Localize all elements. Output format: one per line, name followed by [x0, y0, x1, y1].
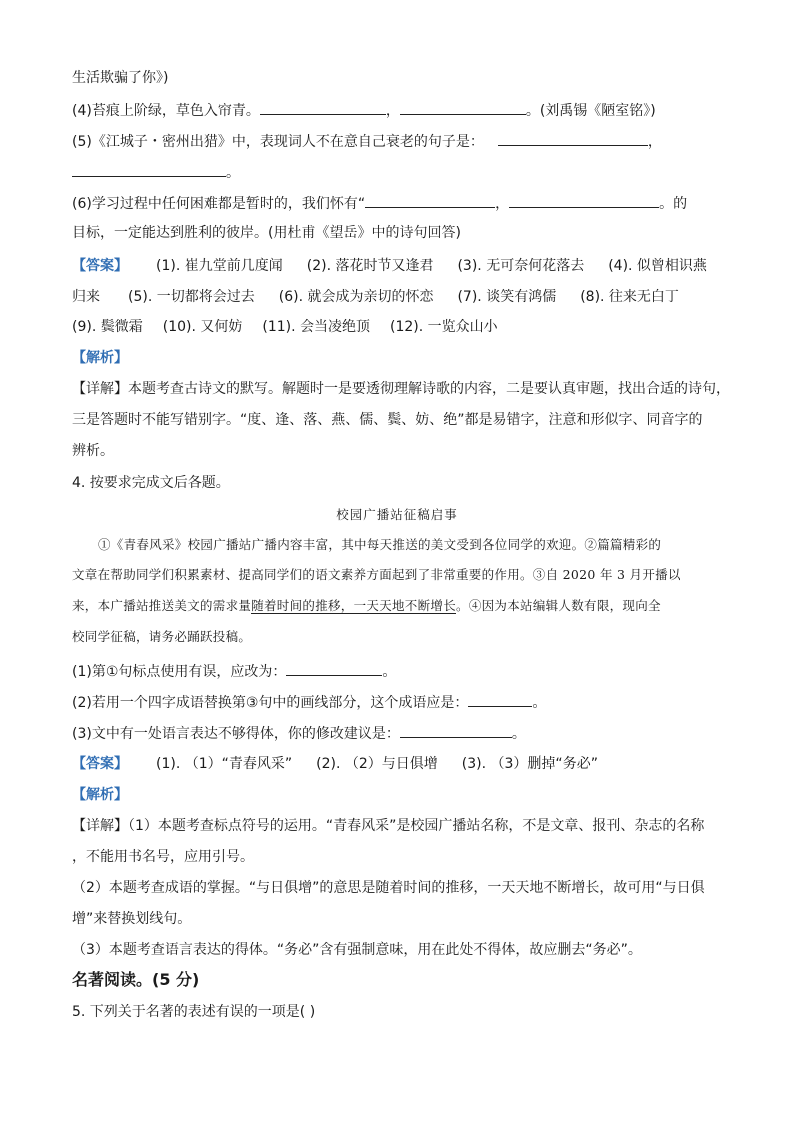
answer-blank[interactable] — [260, 99, 386, 115]
question-4-stem: 4. 按要求完成文后各题。 — [72, 475, 230, 491]
question-item-5: (5)《江城子・密州出猎》中，表现词人不在意自己衰老的句子是： ， — [72, 130, 662, 152]
answer-line-1: 【答案】 (1). 崔九堂前几度闻 (2). 落花时节又逢君 (3). 无可奈何花落去 (4). 似曾相识燕 — [72, 258, 707, 274]
detail-line: 【详解】（1）本题考查标点符号的运用。“青春风采”是校园广播站名称，不是文章、报刊、杂志的名称 — [72, 818, 705, 834]
answer-blank[interactable] — [498, 130, 648, 146]
answer-blank[interactable] — [286, 660, 382, 676]
underlined-phrase: 随着时间的推移，一天天地不断增长 — [251, 598, 457, 613]
section-heading: 名著阅读。(5 分) — [72, 970, 200, 989]
answer-blank[interactable] — [365, 192, 495, 208]
detail-line: ，不能用书名号，应用引号。 — [72, 849, 254, 865]
notice-line: 来，本广播站推送美文的需求量随着时间的推移，一天天地不断增长。④因为本站编辑人数有限，现向全 — [72, 598, 661, 613]
answer-line-3: (9). 鬓微霜 (10). 又何妨 (11). 会当凌绝顶 (12). 一览众山小 — [72, 319, 498, 335]
notice-line: 文章在帮助同学们积累素材、提高同学们的语文素养方面起到了非常重要的作用。③自 2020 年 3 月开播以 — [72, 567, 681, 582]
answer-blank[interactable] — [72, 161, 226, 177]
answer-line-2: 归来 (5). 一切都将会过去 (6). 就会成为亲切的怀恋 (7). 谈笑有鸿儒 (8). 往来无白丁 — [72, 289, 679, 305]
detail-line: 三是答题时不能写错别字。“度、逢、落、燕、儒、鬓、妨、绝”都是易错字，注意和形似字、同音字的 — [72, 412, 703, 428]
question-item-6: (6)学习过程中任何困难都是暂时的，我们怀有“ ， 。的 — [72, 192, 687, 214]
sub-question-1: (1)第①句标点使用有误，应改为： 。 — [72, 660, 396, 682]
question-item-6-cont: 目标，一定能达到胜利的彼岸。(用杜甫《望岳》中的诗句回答) — [72, 225, 461, 241]
detail-line: （3）本题考查语言表达的得体。“务必”含有强制意味，用在此处不得体，故应删去“务必”。 — [72, 942, 642, 958]
answer-blank[interactable] — [400, 99, 526, 115]
answer-line: 【答案】 (1). （1）“青春风采” (2). （2）与日俱增 (3). （3）删掉“务必” — [72, 756, 598, 772]
answer-label: 【答案】 — [72, 258, 128, 274]
poem-source-line: 生活欺骗了你》) — [72, 70, 169, 86]
sub-question-2: (2)若用一个四字成语替换第③句中的画线部分，这个成语应是： 。 — [72, 691, 546, 713]
detail-line: 辨析。 — [72, 443, 114, 459]
notice-line: ①《青春风采》校园广播站广播内容丰富，其中每天推送的美文受到各位同学的欢迎。②篇篇精彩的 — [98, 537, 662, 552]
question-item-5-cont: 。 — [72, 161, 240, 183]
question-item-4: (4)苔痕上阶绿，草色入帘青。 ， 。(刘禹锡《陋室铭》) — [72, 99, 656, 121]
notice-title: 校园广播站征稿启事 — [336, 507, 458, 522]
detail-line: （2）本题考查成语的掌握。“与日俱增”的意思是随着时间的推移，一天天地不断增长，故可用“与日俱 — [72, 880, 705, 896]
notice-line: 校同学征稿，请务必踊跃投稿。 — [72, 629, 252, 644]
answer-blank[interactable] — [468, 691, 532, 707]
sub-question-3: (3)文中有一处语言表达不够得体，你的修改建议是： 。 — [72, 722, 526, 744]
answer-label: 【答案】 — [72, 756, 128, 772]
detail-line: 【详解】本题考查古诗文的默写。解题时一是要透彻理解诗歌的内容，二是要认真审题，找出合适的诗句， — [72, 381, 730, 397]
answer-blank[interactable] — [400, 722, 512, 738]
detail-line: 增”来替换划线句。 — [72, 911, 192, 927]
analysis-label: 【解析】 — [72, 787, 128, 803]
answer-blank[interactable] — [509, 192, 659, 208]
analysis-label: 【解析】 — [72, 350, 128, 366]
question-5-stem: 5. 下列关于名著的表述有误的一项是( ) — [72, 1004, 316, 1020]
